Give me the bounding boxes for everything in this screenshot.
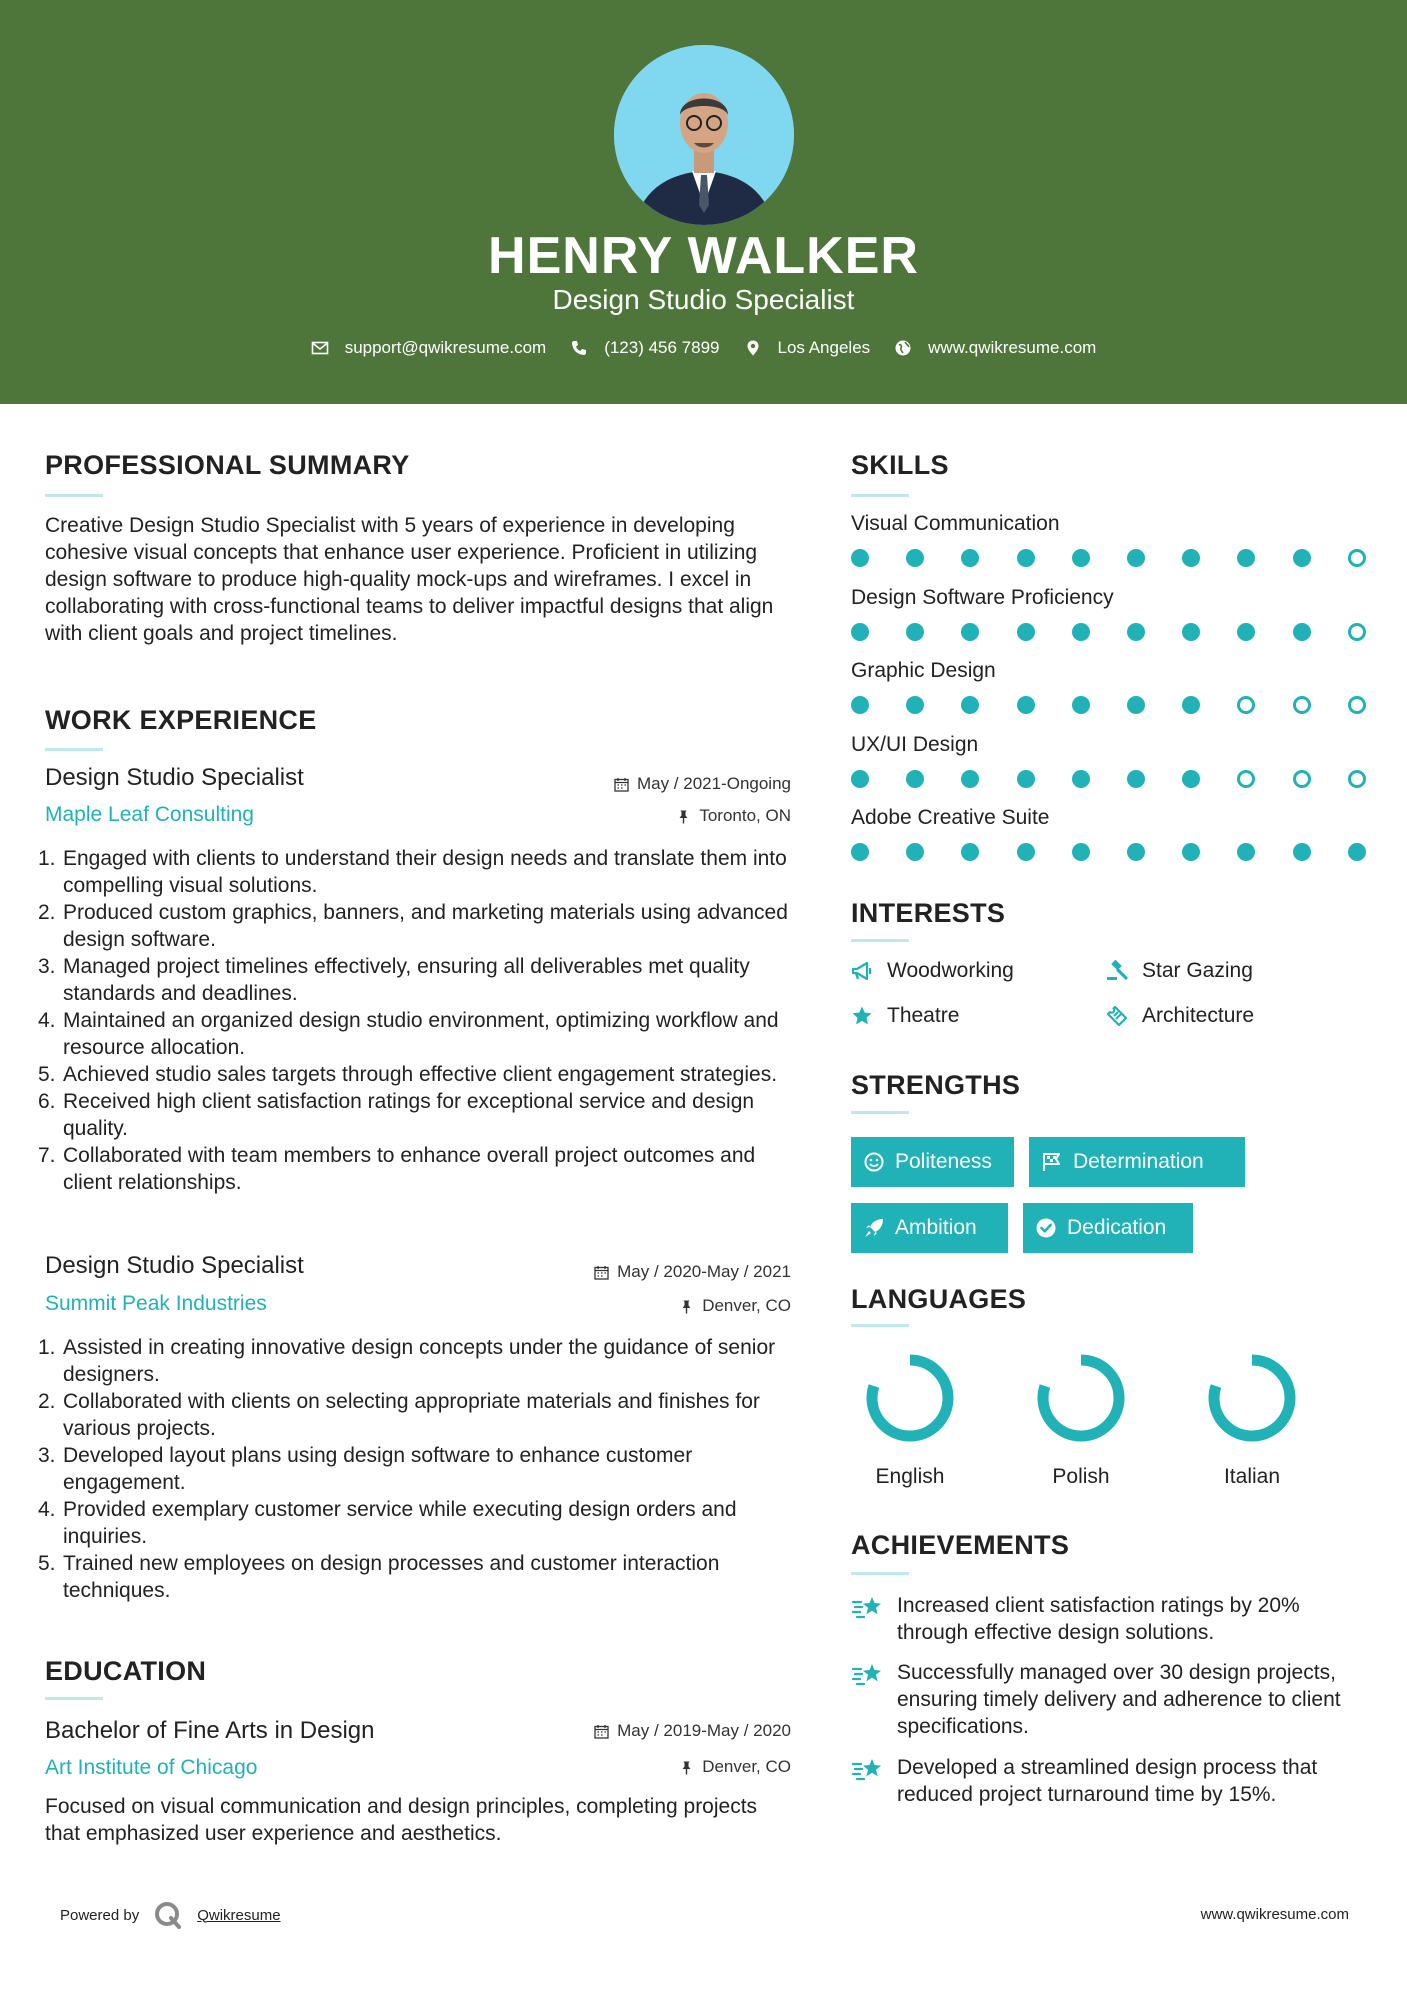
job-1-location <box>676 806 791 826</box>
job-1-location-text: Toronto, ON <box>699 806 791 825</box>
language-ring <box>864 1352 956 1444</box>
list-item: 4. Provided exemplary customer service while executing design orders and inquiries. <box>38 1498 737 1548</box>
skills-heading: SKILLS <box>851 450 949 480</box>
language-label: Italian <box>1223 1465 1281 1488</box>
achievements-heading: ACHIEVEMENTS <box>851 1530 1070 1560</box>
candidate-title: Design Studio Specialist <box>552 284 855 315</box>
job-1-company: Maple Leaf Consulting <box>45 803 254 826</box>
skill-rating <box>851 696 1371 716</box>
interest-item: Theatre <box>851 1004 959 1028</box>
language-ring <box>1206 1352 1298 1444</box>
skill-dot-filled <box>906 696 924 714</box>
language-ring-arc <box>1214 1360 1290 1436</box>
skill-dot-filled <box>1348 843 1366 861</box>
summary-text: Creative Design Studio Specialist with 5 years of experience in developing cohesive visual concepts that enhance user experience. Proficient in utilizing design software to produce high-quality mock-ups and wireframes. I excel in collaborating with cross-functional teams to deliver impactful designs that align with client goals and project timelines. <box>45 514 774 645</box>
skill-dot-filled <box>1127 696 1145 714</box>
skill-rating <box>851 623 1371 643</box>
strengths-underline <box>851 1111 909 1114</box>
list-item: 4. Maintained an organized design studio environment, optimizing workflow and resource allocation. <box>38 1009 779 1059</box>
calendar-icon <box>614 777 629 792</box>
skill-dot-filled <box>906 843 924 861</box>
skill-dot-filled <box>851 770 869 788</box>
achievements-underline <box>851 1572 909 1575</box>
skill-dot-empty <box>1348 696 1366 714</box>
languages-heading: LANGUAGES <box>851 1284 1027 1314</box>
contact-phone-text: (123) 456 7899 <box>604 338 720 357</box>
contact-email[interactable] <box>311 338 547 358</box>
skill-dot-filled <box>961 623 979 641</box>
list-item: 7. Collaborated with team members to enhance overall project outcomes and client relationships. <box>38 1144 756 1194</box>
skill-dot-filled <box>906 770 924 788</box>
skill-dot-empty <box>1237 696 1255 714</box>
strength-badge: Ambition <box>851 1203 1008 1253</box>
footer-powered-by: Powered by Qwikresume <box>60 1900 281 1930</box>
skill-dot-filled <box>1127 549 1145 567</box>
language-ring-arc <box>872 1360 948 1436</box>
language-label: Polish <box>1052 1465 1110 1488</box>
contact-phone[interactable] <box>570 338 719 358</box>
skill-dot-filled <box>1293 623 1311 641</box>
job-2-location <box>679 1296 791 1316</box>
achievement-item: Successfully managed over 30 design projects, ensuring timely delivery and adherence to client specifications. <box>851 1659 1371 1740</box>
skill-dot-filled <box>1017 549 1035 567</box>
skill-rating <box>851 843 1371 863</box>
education-underline <box>45 1697 103 1700</box>
job-1-responsibilities <box>38 845 788 1196</box>
language-label: English <box>875 1465 945 1488</box>
interest-item: Architecture <box>1106 1004 1254 1028</box>
skill-dot-filled <box>1017 843 1035 861</box>
languages-underline <box>851 1324 909 1327</box>
skill-dot-filled <box>1293 843 1311 861</box>
ticket-icon <box>1106 1005 1128 1027</box>
phone-icon <box>570 339 588 357</box>
skill-dot-filled <box>1017 770 1035 788</box>
achievement-item: Increased client satisfaction ratings by 20% through effective design solutions. <box>851 1592 1371 1646</box>
skill-dot-filled <box>1237 843 1255 861</box>
skills-underline <box>851 494 909 497</box>
list-item: 2. Collaborated with clients on selecting appropriate materials and finishes for various projects. <box>38 1390 760 1440</box>
skill-dot-filled <box>1072 770 1090 788</box>
skill-dot-filled <box>1127 623 1145 641</box>
job-1-date <box>614 774 791 794</box>
skill-dot-filled <box>1072 549 1090 567</box>
flag-icon <box>1041 1151 1063 1173</box>
contact-website[interactable] <box>894 338 1096 358</box>
language-ring-arc <box>1043 1360 1119 1436</box>
job-1-title: Design Studio Specialist <box>45 764 304 791</box>
skill-label: Visual Communication <box>851 512 1060 535</box>
candidate-name: HENRY WALKER <box>488 227 919 285</box>
contact-website-text: www.qwikresume.com <box>928 338 1097 357</box>
shooting-star-icon <box>851 1661 885 1689</box>
job-2-company: Summit Peak Industries <box>45 1292 267 1315</box>
achievement-item: Developed a streamlined design process that reduced project turnaround time by 15%. <box>851 1754 1371 1808</box>
job-2-responsibilities <box>38 1334 788 1604</box>
skill-dot-filled <box>1237 623 1255 641</box>
job-2-location-text: Denver, CO <box>702 1296 791 1315</box>
star-icon <box>851 1005 873 1027</box>
strength-badge: Determination <box>1029 1137 1245 1187</box>
skill-dot-filled <box>1182 623 1200 641</box>
shooting-star-icon <box>851 1594 885 1622</box>
interests-heading: INTERESTS <box>851 898 1006 928</box>
strength-badge: Dedication <box>1023 1203 1193 1253</box>
footer-website[interactable]: www.qwikresume.com <box>1200 1906 1349 1923</box>
interest-item: Woodworking <box>851 959 1014 983</box>
skill-dot-empty <box>1237 770 1255 788</box>
skill-dot-filled <box>1127 770 1145 788</box>
education-date-text: May / 2019-May / 2020 <box>617 1721 791 1740</box>
skill-dot-empty <box>1293 770 1311 788</box>
list-item: 3. Managed project timelines effectively, ensuring all deliverables met quality standards and deadlines. <box>38 955 750 1005</box>
rocket-icon <box>863 1217 885 1239</box>
skill-label: Adobe Creative Suite <box>851 806 1050 829</box>
education-location <box>679 1757 791 1777</box>
job-2-date-text: May / 2020-May / 2021 <box>617 1262 791 1281</box>
experience-heading: WORK EXPERIENCE <box>45 705 317 735</box>
bullhorn-icon <box>851 960 873 982</box>
profile-photo <box>614 45 794 225</box>
education-location-text: Denver, CO <box>702 1757 791 1776</box>
skill-rating <box>851 770 1371 790</box>
skill-dot-filled <box>961 549 979 567</box>
skill-dot-filled <box>906 549 924 567</box>
map-pin-icon <box>744 339 762 357</box>
contact-location <box>744 338 871 358</box>
skill-dot-filled <box>851 623 869 641</box>
skill-dot-filled <box>1182 770 1200 788</box>
strength-badge: Politeness <box>851 1137 1014 1187</box>
strengths-heading: STRENGTHS <box>851 1070 1021 1100</box>
contact-location-text: Los Angeles <box>777 338 871 357</box>
resume-header <box>0 0 1407 404</box>
shooting-star-icon <box>851 1756 885 1784</box>
skill-dot-filled <box>1072 843 1090 861</box>
skill-label: Design Software Proficiency <box>851 585 1114 609</box>
education-degree: Bachelor of Fine Arts in Design <box>45 1717 375 1744</box>
list-item: 3. Developed layout plans using design software to enhance customer engagement. <box>38 1444 693 1494</box>
skill-dot-filled <box>906 623 924 641</box>
experience-underline <box>45 748 103 751</box>
education-school: Art Institute of Chicago <box>45 1756 258 1779</box>
skill-dot-filled <box>1072 696 1090 714</box>
education-heading: EDUCATION <box>45 1656 207 1686</box>
qwikresume-logo-icon <box>153 1900 183 1930</box>
gavel-icon <box>1106 960 1128 982</box>
pushpin-icon <box>676 809 691 824</box>
skill-dot-filled <box>961 696 979 714</box>
skill-dot-filled <box>1072 623 1090 641</box>
skill-dot-filled <box>1182 696 1200 714</box>
list-item: 5. Trained new employees on design processes and customer interaction techniques. <box>38 1552 720 1602</box>
job-1-date-text: May / 2021-Ongoing <box>636 774 791 793</box>
skill-dot-filled <box>961 770 979 788</box>
skill-dot-empty <box>1348 623 1366 641</box>
skill-dot-filled <box>851 549 869 567</box>
skill-dot-empty <box>1348 549 1366 567</box>
contact-email-text: support@qwikresume.com <box>344 338 547 357</box>
education-date <box>594 1721 791 1741</box>
smile-icon <box>863 1151 885 1173</box>
skill-dot-filled <box>1182 843 1200 861</box>
check-circle-icon <box>1035 1217 1057 1239</box>
skill-label: UX/UI Design <box>851 732 979 756</box>
pushpin-icon <box>679 1760 694 1775</box>
skill-rating <box>851 549 1371 569</box>
skill-dot-empty <box>1348 770 1366 788</box>
skill-dot-empty <box>1293 696 1311 714</box>
skill-dot-filled <box>1293 549 1311 567</box>
list-item: 1. Assisted in creating innovative design concepts under the guidance of senior designers. <box>38 1336 776 1386</box>
list-item: 1. Engaged with clients to understand their design needs and translate them into compelling visual solutions. <box>38 847 787 897</box>
footer-brand-link[interactable]: Qwikresume <box>197 1906 281 1924</box>
language-ring <box>1035 1352 1127 1444</box>
interests-underline <box>851 939 909 942</box>
list-item: 5. Achieved studio sales targets through effective client engagement strategies. <box>38 1063 778 1086</box>
skill-dot-filled <box>1127 843 1145 861</box>
pushpin-icon <box>679 1299 694 1314</box>
job-2-date <box>594 1262 791 1282</box>
contact-bar <box>0 338 1407 358</box>
list-item: 2. Produced custom graphics, banners, and marketing materials using advanced design software. <box>38 901 788 951</box>
skill-dot-filled <box>961 843 979 861</box>
summary-underline <box>45 494 103 497</box>
education-description: Focused on visual communication and design principles, completing projects that emphasized user experience and aesthetics. <box>45 1795 758 1845</box>
envelope-icon <box>311 339 329 357</box>
calendar-icon <box>594 1265 609 1280</box>
skill-dot-filled <box>1017 623 1035 641</box>
skill-dot-filled <box>1017 696 1035 714</box>
skill-dot-filled <box>851 696 869 714</box>
interest-item: Star Gazing <box>1106 959 1253 983</box>
summary-heading: PROFESSIONAL SUMMARY <box>45 450 410 480</box>
globe-icon <box>894 339 912 357</box>
skill-dot-filled <box>1182 549 1200 567</box>
skill-dot-filled <box>851 843 869 861</box>
skill-dot-filled <box>1237 549 1255 567</box>
calendar-icon <box>594 1724 609 1739</box>
list-item: 6. Received high client satisfaction ratings for exceptional service and design quality. <box>38 1090 755 1140</box>
job-2-title: Design Studio Specialist <box>45 1252 304 1279</box>
skill-label: Graphic Design <box>851 659 996 682</box>
